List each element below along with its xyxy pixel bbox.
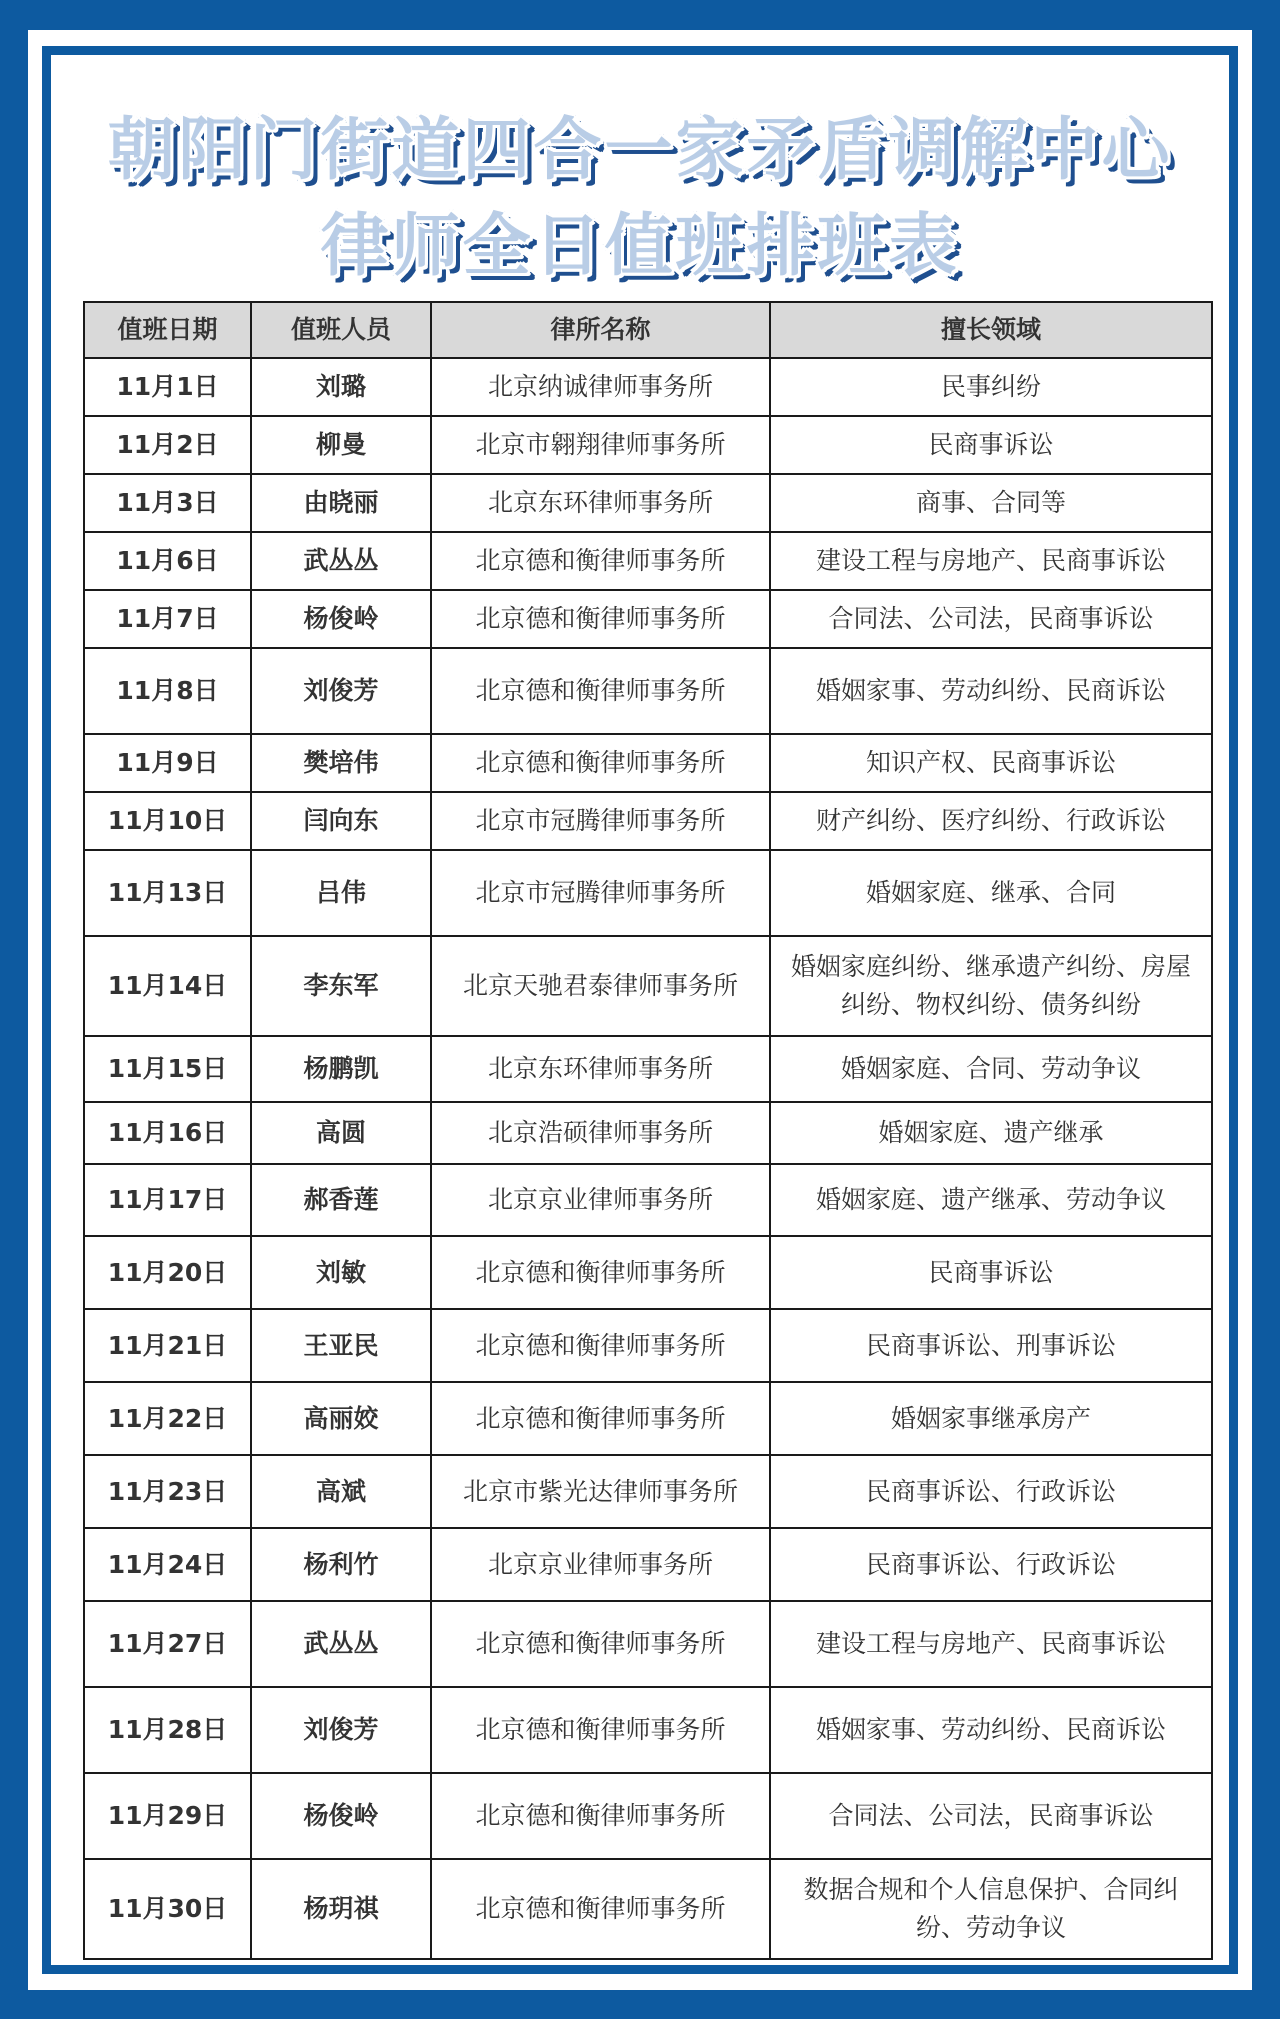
- poster-frame: [28, 30, 1252, 1990]
- table-row: [84, 532, 1212, 590]
- header-expertise: 擅长领域: [770, 302, 1212, 358]
- cell-firm: 北京德和衡律师事务所: [431, 648, 770, 734]
- cell-expertise: 婚姻家庭、合同、劳动争议: [770, 1036, 1212, 1102]
- cell-expertise: 婚姻家事、劳动纠纷、民商诉讼: [770, 648, 1212, 734]
- cell-lawyer: 王亚民: [251, 1309, 431, 1382]
- cell-firm: 北京德和衡律师事务所: [431, 1382, 770, 1455]
- cell-expertise: 婚姻家庭、遗产继承: [770, 1102, 1212, 1164]
- cell-firm: 北京京业律师事务所: [431, 1164, 770, 1236]
- cell-lawyer: 武丛丛: [251, 1601, 431, 1687]
- cell-expertise: 财产纠纷、医疗纠纷、行政诉讼: [770, 792, 1212, 850]
- cell-date: 11月13日: [84, 850, 251, 936]
- title-line-1: 朝阳门街道四合一家矛盾调解中心: [107, 111, 1173, 190]
- cell-firm: 北京东环律师事务所: [431, 474, 770, 532]
- cell-expertise: 合同法、公司法，民商事诉讼: [770, 590, 1212, 648]
- cell-lawyer: 刘俊芳: [251, 648, 431, 734]
- cell-date: 11月9日: [84, 734, 251, 792]
- cell-date: 11月15日: [84, 1036, 251, 1102]
- header-date: 值班日期: [84, 302, 251, 358]
- cell-date: 11月6日: [84, 532, 251, 590]
- cell-firm: 北京纳诚律师事务所: [431, 358, 770, 416]
- table-row: [84, 1236, 1212, 1309]
- table-row: [84, 1528, 1212, 1601]
- cell-lawyer: 郝香莲: [251, 1164, 431, 1236]
- cell-date: 11月10日: [84, 792, 251, 850]
- title-line-2: 律师全日值班排班表: [320, 207, 960, 286]
- cell-lawyer: 杨鹏凯: [251, 1036, 431, 1102]
- table-row: [84, 1102, 1212, 1164]
- table-row: [84, 416, 1212, 474]
- table-row: [84, 358, 1212, 416]
- table-row: [84, 936, 1212, 1036]
- table-row: [84, 1687, 1212, 1773]
- cell-firm: 北京市翱翔律师事务所: [431, 416, 770, 474]
- cell-lawyer: 杨利竹: [251, 1528, 431, 1601]
- cell-lawyer: 高丽姣: [251, 1382, 431, 1455]
- cell-date: 11月14日: [84, 936, 251, 1036]
- table-row: [84, 850, 1212, 936]
- table-row: [84, 1164, 1212, 1236]
- cell-lawyer: 樊培伟: [251, 734, 431, 792]
- cell-date: 11月20日: [84, 1236, 251, 1309]
- table-row: [84, 1601, 1212, 1687]
- cell-lawyer: 刘俊芳: [251, 1687, 431, 1773]
- cell-lawyer: 刘璐: [251, 358, 431, 416]
- cell-firm: 北京京业律师事务所: [431, 1528, 770, 1601]
- cell-lawyer: 柳曼: [251, 416, 431, 474]
- cell-firm: 北京德和衡律师事务所: [431, 590, 770, 648]
- header-firm: 律所名称: [431, 302, 770, 358]
- cell-firm: 北京德和衡律师事务所: [431, 532, 770, 590]
- cell-date: 11月17日: [84, 1164, 251, 1236]
- cell-date: 11月3日: [84, 474, 251, 532]
- cell-firm: 北京德和衡律师事务所: [431, 1309, 770, 1382]
- header-lawyer: 值班人员: [251, 302, 431, 358]
- table-row: [84, 1036, 1212, 1102]
- cell-date: 11月28日: [84, 1687, 251, 1773]
- cell-firm: 北京德和衡律师事务所: [431, 734, 770, 792]
- table-row: [84, 734, 1212, 792]
- cell-date: 11月21日: [84, 1309, 251, 1382]
- cell-expertise: 民商事诉讼: [770, 1236, 1212, 1309]
- cell-lawyer: 由晓丽: [251, 474, 431, 532]
- cell-expertise: 民商事诉讼、行政诉讼: [770, 1528, 1212, 1601]
- cell-expertise: 婚姻家事、劳动纠纷、民商诉讼: [770, 1687, 1212, 1773]
- cell-lawyer: 闫向东: [251, 792, 431, 850]
- cell-lawyer: 高斌: [251, 1455, 431, 1528]
- cell-date: 11月23日: [84, 1455, 251, 1528]
- cell-firm: 北京市冠腾律师事务所: [431, 850, 770, 936]
- poster-border: [42, 46, 1238, 1974]
- duty-schedule-table: [83, 301, 1213, 1960]
- cell-firm: 北京德和衡律师事务所: [431, 1773, 770, 1859]
- table-row: [84, 1455, 1212, 1528]
- table-row: [84, 792, 1212, 850]
- cell-expertise: 民事纠纷: [770, 358, 1212, 416]
- cell-date: 11月27日: [84, 1601, 251, 1687]
- cell-lawyer: 杨玥祺: [251, 1859, 431, 1959]
- cell-date: 11月22日: [84, 1382, 251, 1455]
- cell-expertise: 建设工程与房地产、民商事诉讼: [770, 1601, 1212, 1687]
- cell-date: 11月7日: [84, 590, 251, 648]
- table-row: [84, 648, 1212, 734]
- cell-date: 11月24日: [84, 1528, 251, 1601]
- cell-date: 11月30日: [84, 1859, 251, 1959]
- cell-firm: 北京德和衡律师事务所: [431, 1601, 770, 1687]
- table-row: [84, 590, 1212, 648]
- cell-lawyer: 吕伟: [251, 850, 431, 936]
- table-row: [84, 1309, 1212, 1382]
- cell-date: 11月2日: [84, 416, 251, 474]
- cell-expertise: 民商事诉讼: [770, 416, 1212, 474]
- cell-lawyer: 刘敏: [251, 1236, 431, 1309]
- table-row: [84, 1859, 1212, 1959]
- cell-lawyer: 杨俊岭: [251, 590, 431, 648]
- cell-expertise: 婚姻家事继承房产: [770, 1382, 1212, 1455]
- poster-title: [51, 103, 1229, 295]
- table-row: [84, 1773, 1212, 1859]
- cell-date: 11月8日: [84, 648, 251, 734]
- cell-expertise: 知识产权、民商事诉讼: [770, 734, 1212, 792]
- cell-expertise: 建设工程与房地产、民商事诉讼: [770, 532, 1212, 590]
- cell-lawyer: 杨俊岭: [251, 1773, 431, 1859]
- cell-date: 11月16日: [84, 1102, 251, 1164]
- cell-firm: 北京浩硕律师事务所: [431, 1102, 770, 1164]
- cell-firm: 北京德和衡律师事务所: [431, 1236, 770, 1309]
- cell-expertise: 合同法、公司法，民商事诉讼: [770, 1773, 1212, 1859]
- cell-date: 11月1日: [84, 358, 251, 416]
- cell-expertise: 民商事诉讼、刑事诉讼: [770, 1309, 1212, 1382]
- cell-expertise: 数据合规和个人信息保护、合同纠纷、劳动争议: [770, 1859, 1212, 1959]
- cell-expertise: 婚姻家庭、继承、合同: [770, 850, 1212, 936]
- cell-lawyer: 李东军: [251, 936, 431, 1036]
- cell-firm: 北京德和衡律师事务所: [431, 1687, 770, 1773]
- cell-lawyer: 高圆: [251, 1102, 431, 1164]
- cell-expertise: 民商事诉讼、行政诉讼: [770, 1455, 1212, 1528]
- cell-expertise: 商事、合同等: [770, 474, 1212, 532]
- cell-firm: 北京德和衡律师事务所: [431, 1859, 770, 1959]
- table-row: [84, 1382, 1212, 1455]
- cell-expertise: 婚姻家庭纠纷、继承遗产纠纷、房屋纠纷、物权纠纷、债务纠纷: [770, 936, 1212, 1036]
- table-header-row: [84, 302, 1212, 358]
- cell-firm: 北京天驰君泰律师事务所: [431, 936, 770, 1036]
- cell-date: 11月29日: [84, 1773, 251, 1859]
- cell-expertise: 婚姻家庭、遗产继承、劳动争议: [770, 1164, 1212, 1236]
- table-row: [84, 474, 1212, 532]
- cell-lawyer: 武丛丛: [251, 532, 431, 590]
- cell-firm: 北京市冠腾律师事务所: [431, 792, 770, 850]
- cell-firm: 北京市紫光达律师事务所: [431, 1455, 770, 1528]
- cell-firm: 北京东环律师事务所: [431, 1036, 770, 1102]
